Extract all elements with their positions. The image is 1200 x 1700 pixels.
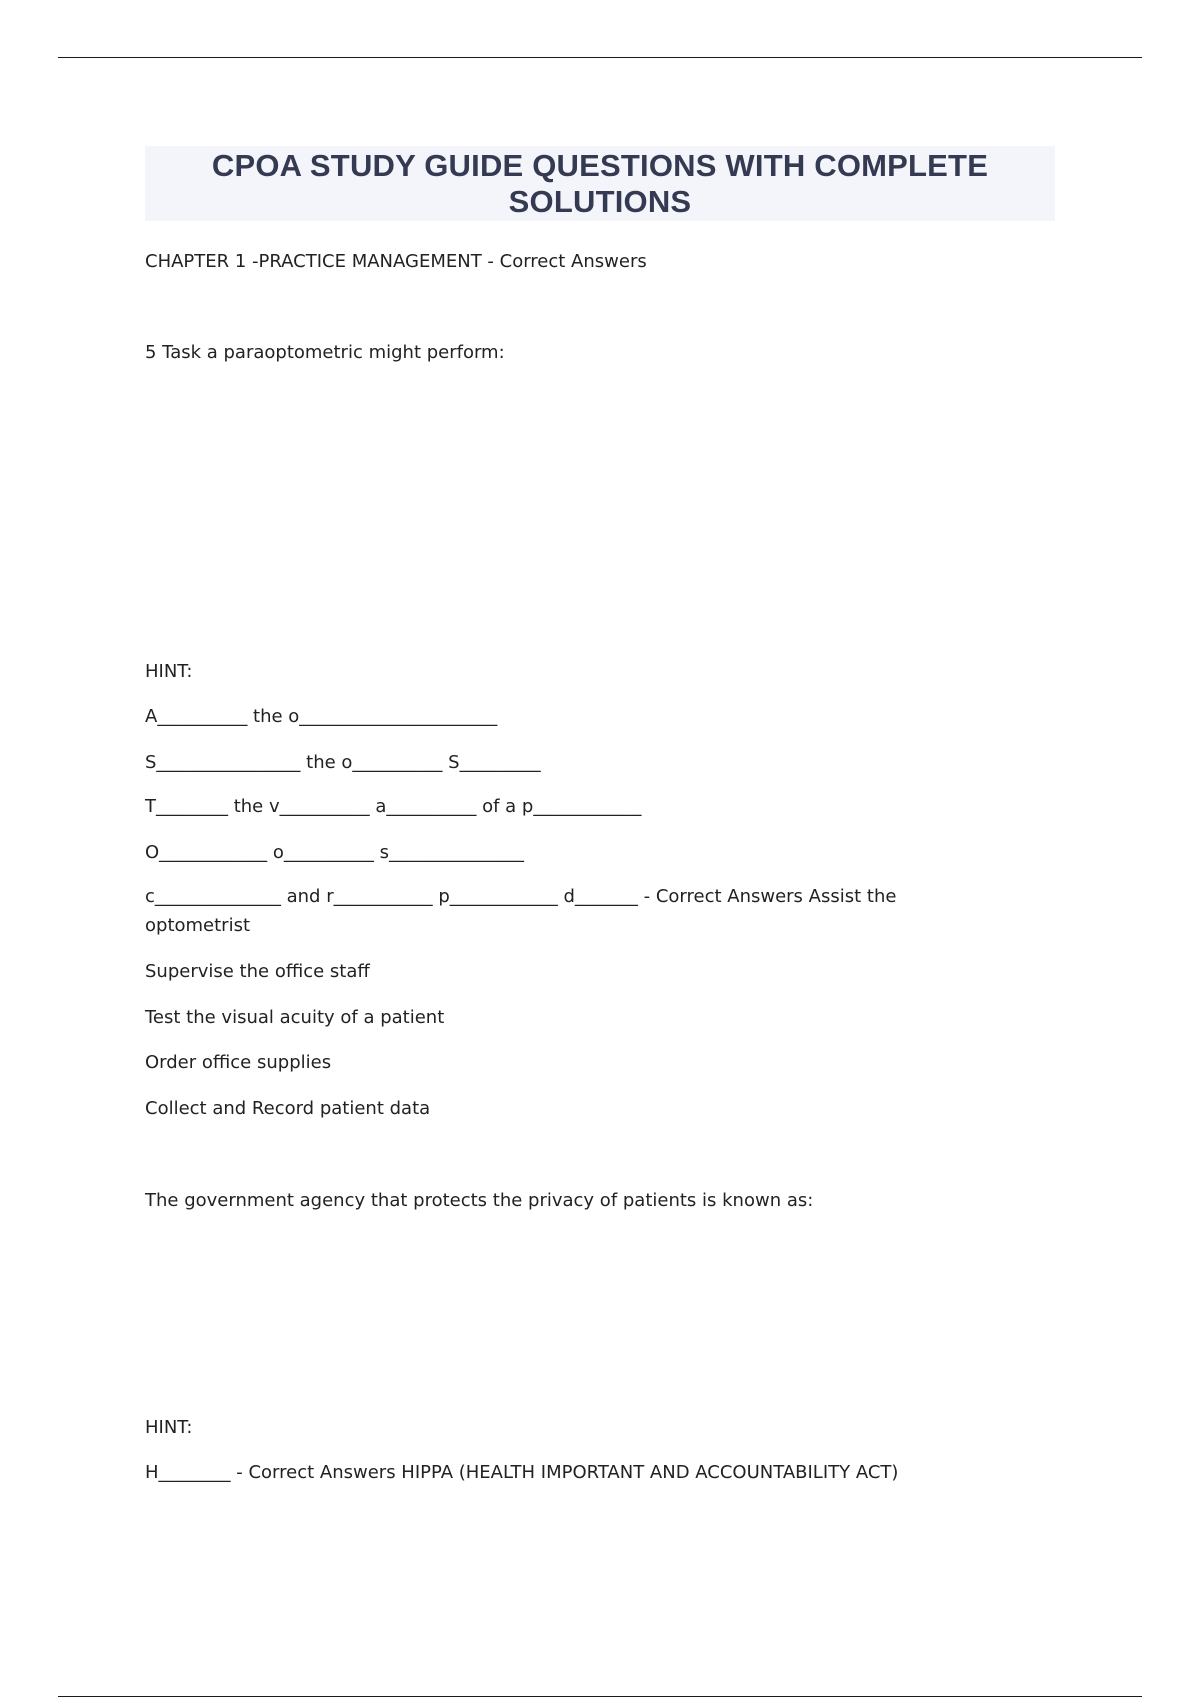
answer-item: Order office supplies <box>145 1052 332 1073</box>
answer-item: Collect and Record patient data <box>145 1098 431 1119</box>
hint-line: O____________ o__________ s_______________ <box>145 842 525 863</box>
header-rule <box>58 57 1142 58</box>
hint-line: T________ the v__________ a__________ of a p____________ <box>145 796 642 817</box>
hint-label: HINT: <box>145 1417 193 1438</box>
hint-answer: H________ - Correct Answers HIPPA (HEALTH IMPORTANT AND ACCOUNTABILITY ACT) <box>145 1462 899 1483</box>
hint-label: HINT: <box>145 661 193 682</box>
answer-item: Test the visual acuity of a patient <box>145 1007 445 1028</box>
hint-line: A__________ the o______________________ <box>145 706 498 727</box>
document-title: CPOA STUDY GUIDE QUESTIONS WITH COMPLETE SOLUTIONS <box>211 147 989 219</box>
question-prompt: The government agency that protects the privacy of patients is known as: <box>145 1190 814 1211</box>
question-prompt: 5 Task a paraoptometric might perform: <box>145 342 505 363</box>
title-banner <box>145 146 1055 221</box>
footer-rule <box>58 1696 1142 1697</box>
hint-line-with-answer: c______________ and r___________ p____________ d_______ - Correct Answers Assist the optometrist <box>145 886 897 936</box>
hint-line: S________________ the o__________ S_________ <box>145 752 541 773</box>
chapter-heading: CHAPTER 1 -PRACTICE MANAGEMENT - Correct Answers <box>145 251 647 272</box>
answer-item: Supervise the office staff <box>145 961 370 982</box>
